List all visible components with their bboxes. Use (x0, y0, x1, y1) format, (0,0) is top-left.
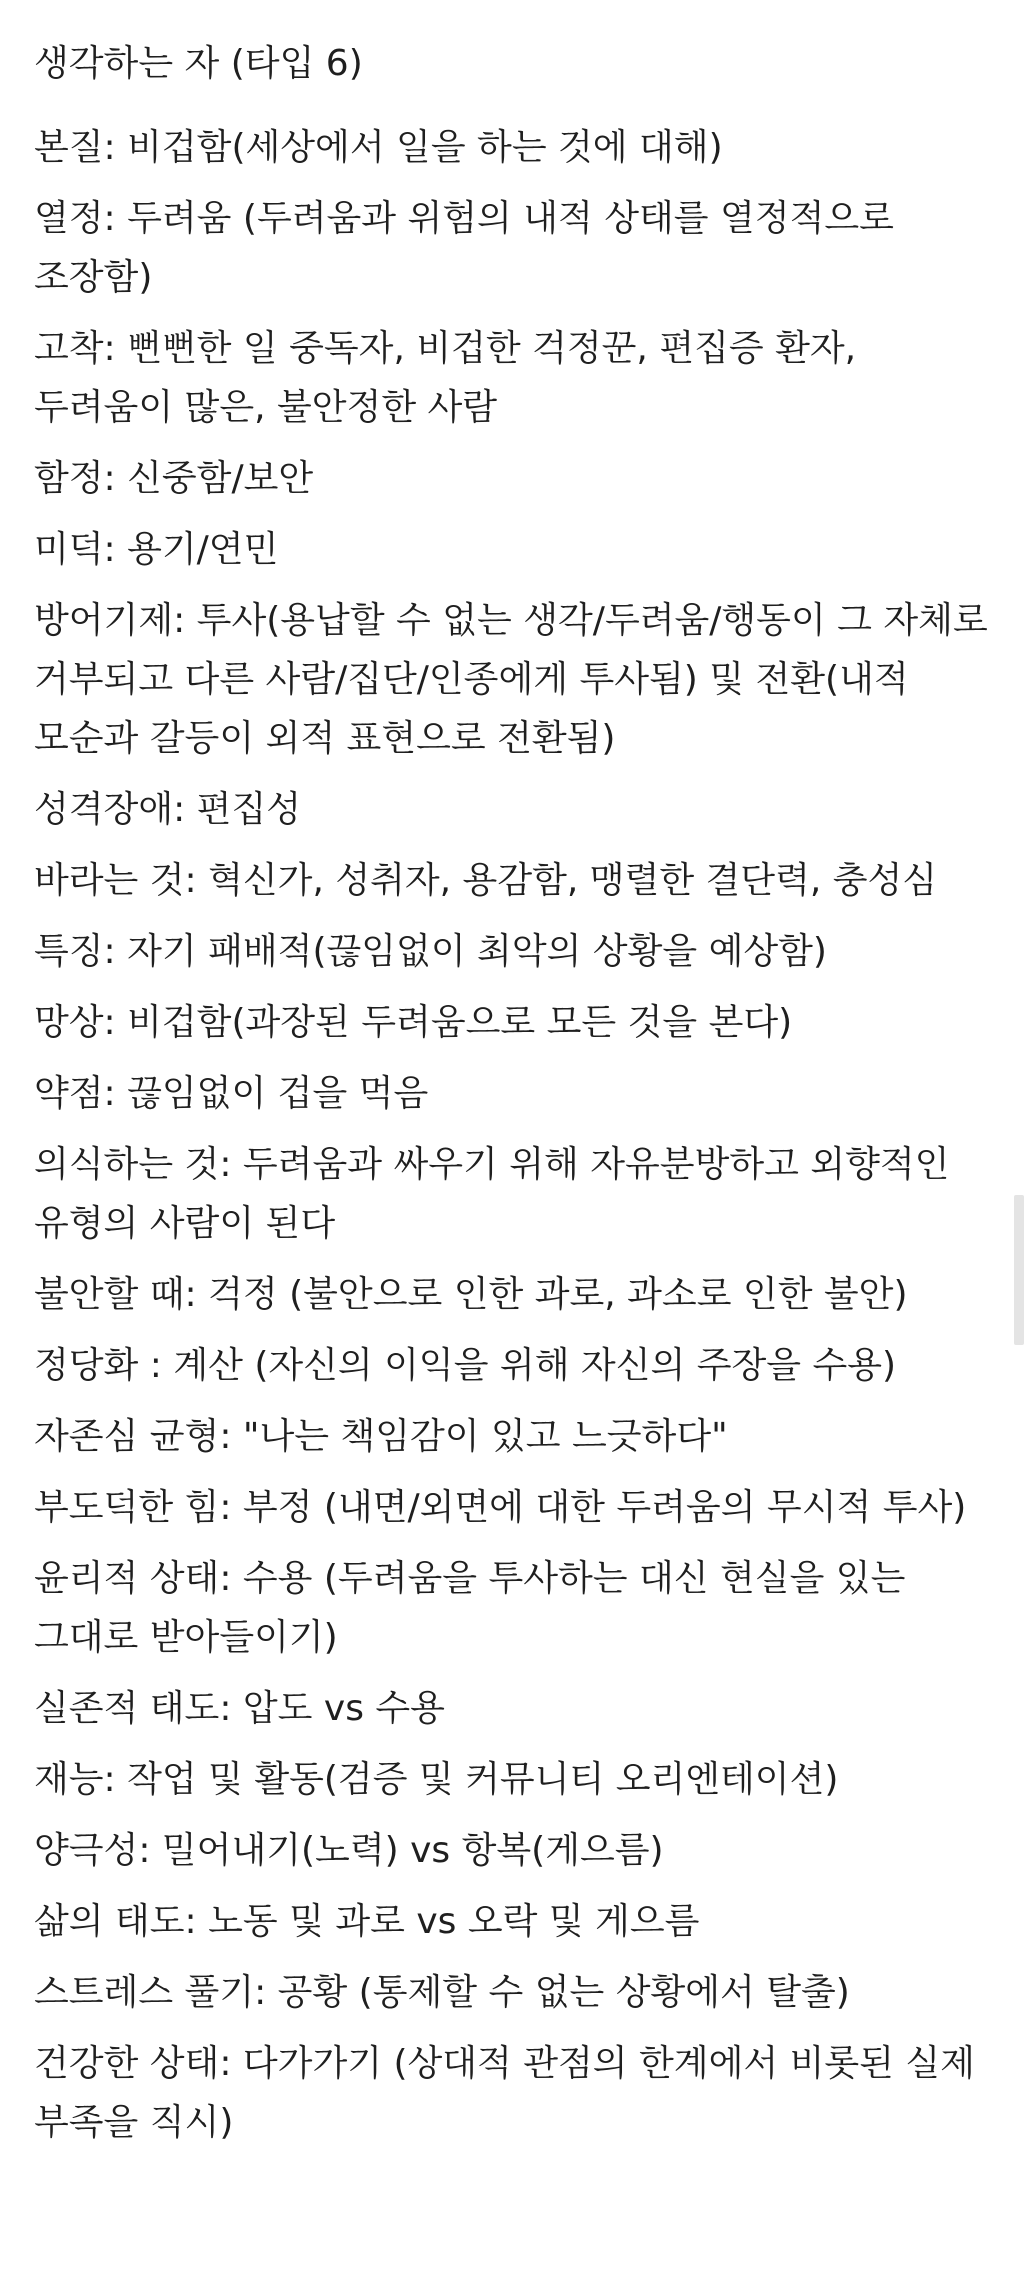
trait-justification: 정당화 : 계산 (자신의 이익을 위해 자신의 주장을 수용) (34, 1345, 897, 1386)
trait-immoral-power: 부도덕한 힘: 부정 (내면/외면에 대한 두려움의 무시적 투사) (34, 1487, 967, 1528)
trait-personality-disorder: 성격장애: 편집성 (34, 789, 302, 830)
trait-passion: 열정: 두려움 (두려움과 위험의 내적 상태를 열정적으로 조장함) (34, 198, 894, 298)
trait-weakness: 약점: 끊임없이 겁을 먹음 (34, 1073, 429, 1114)
trait-essence: 본질: 비겁함(세상에서 일을 하는 것에 대해) (34, 127, 723, 168)
trait-delusion: 망상: 비겁함(과장된 두려움으로 모든 것을 본다) (34, 1002, 793, 1043)
trait-polarity: 양극성: 밀어내기(노력) vs 항복(게으름) (34, 1830, 664, 1871)
trait-pride-balance: 자존심 균형: "나는 책임감이 있고 느긋하다" (34, 1416, 728, 1457)
trait-life-attitude: 삶의 태도: 노동 및 과로 vs 오락 및 게으름 (34, 1901, 700, 1942)
trait-talent: 재능: 작업 및 활동(검증 및 커뮤니티 오리엔테이션) (34, 1759, 839, 1800)
trait-stress-release: 스트레스 풀기: 공황 (통제할 수 없는 상황에서 탈출) (34, 1972, 850, 2013)
trait-healthy-state: 건강한 상태: 다가가기 (상대적 관점의 한계에서 비롯된 실제 부족을 직시) (34, 2043, 975, 2143)
trait-list (34, 118, 990, 2152)
trait-conscious: 의식하는 것: 두려움과 싸우기 위해 자유분방하고 외향적인 유형의 사람이 된다 (34, 1144, 950, 1244)
trait-virtue: 미덕: 용기/연민 (34, 529, 279, 570)
scrollbar-thumb[interactable] (1014, 1195, 1024, 1345)
trait-ethical-state: 윤리적 상태: 수용 (두려움을 투사하는 대신 현실을 있는 그대로 받아들이기) (34, 1558, 906, 1658)
trait-characteristic: 특징: 자기 패배적(끊임없이 최악의 상황을 예상함) (34, 931, 827, 972)
document-title: 생각하는 자 (타입 6) (34, 43, 363, 84)
trait-desires: 바라는 것: 혁신가, 성취자, 용감함, 맹렬한 결단력, 충성심 (34, 860, 938, 901)
trait-fixation: 고착: 뻔뻔한 일 중독자, 비겁한 걱정꾼, 편집증 환자, 두려움이 많은, 불안정한 사람 (34, 328, 857, 428)
document-body (34, 34, 990, 2164)
trait-trap: 함정: 신중함/보안 (34, 458, 314, 499)
trait-when-anxious: 불안할 때: 걱정 (불안으로 인한 과로, 과소로 인한 불안) (34, 1274, 908, 1315)
trait-defense-mechanism: 방어기제: 투사(용납할 수 없는 생각/두려움/행동이 그 자체로 거부되고 다른 사람/집단/인종에게 투사됨) 및 전환(내적 모순과 갈등이 외적 표현으로 전환됨) (34, 600, 988, 759)
trait-existential-attitude: 실존적 태도: 압도 vs 수용 (34, 1688, 445, 1729)
